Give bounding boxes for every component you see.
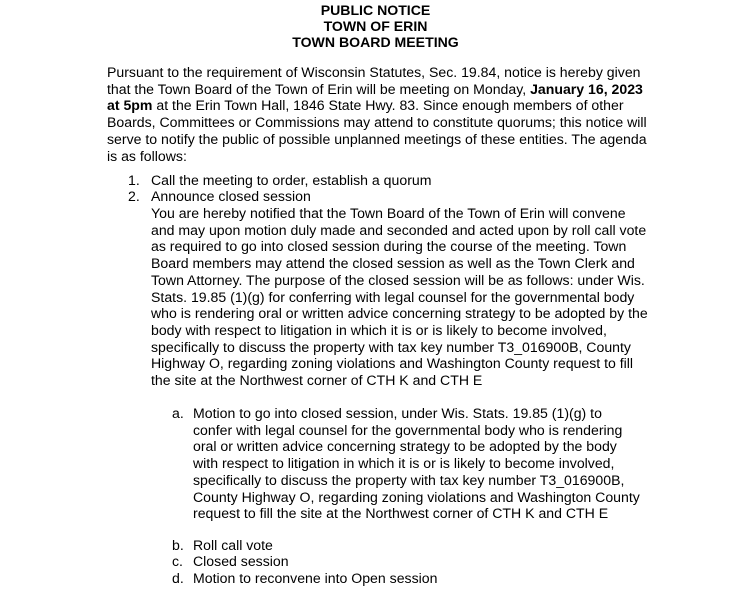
agenda-subitem-letter: d. — [172, 570, 184, 586]
agenda-subitem-letter: a. — [172, 405, 184, 421]
notice-heading-public-notice: PUBLIC NOTICE — [320, 2, 431, 18]
agenda-subitem-letter: c. — [172, 553, 183, 569]
intro-text-after: at the Erin Town Hall, 1846 State Hwy. 83. Since enough members of other Boards, Committees or Commissions may attend to constitute quorums; this notice will serve to notify the public of possible unplanned meetings of these entities. The agenda is as follows: — [107, 97, 647, 164]
intro-paragraph — [107, 64, 652, 164]
agenda-item-label: Announce closed session — [151, 188, 311, 204]
agenda-subitem-label: Closed session — [193, 553, 289, 569]
meeting-date: January 16, 2023 at 5pm — [107, 80, 643, 114]
agenda-item-number: 1. — [128, 172, 140, 188]
agenda-item-label: Call the meeting to order, establish a quorum — [151, 172, 432, 188]
closed-session-description: You are hereby notified that the Town Board of the Town of Erin will convene and may upon motion duly made and seconded and acted upon by roll call vote as required to go into closed session during the course of the meeting. Town Board members may attend the closed session as well as the Town Clerk and Town Attorney. The purpose of the closed session will be as follows: under Wis. Stats. 19.85 (1)(g) for conferring with legal counsel for the governmental body who is rendering oral or written advice concerning strategy to be adopted by the body with respect to litigation in which it is or is likely to become involved, specifically to discuss the property with tax key number T3_016900B, County Highway O, regarding zoning violations and Washington County request to fill the site at the Northwest corner of CTH K and CTH E — [151, 205, 648, 389]
notice-heading-meeting: TOWN BOARD MEETING — [292, 34, 459, 50]
agenda-subitem-label: Roll call vote — [193, 537, 273, 553]
agenda-subitem-letter: b. — [172, 537, 184, 553]
agenda-subitem-label: Motion to reconvene into Open session — [193, 570, 438, 586]
intro-text-before: Pursuant to the requirement of Wisconsin Statutes, Sec. 19.84, notice is hereby given that the Town Board of the Town of Erin will be meeting on Monday, — [107, 64, 641, 97]
agenda-item-number: 2. — [128, 188, 140, 204]
notice-heading-town: TOWN OF ERIN — [323, 18, 428, 34]
agenda-subitem-label: Motion to go into closed session, under Wis. Stats. 19.85 (1)(g) to confer with legal counsel for the governmental body who is rendering oral or written advice concerning strategy to be adopted by the body with respect to litigation in which it is or is likely to become involved, specifically to discuss the property with tax key number T3_016900B, County Highway O, regarding zoning violations and Washington County request to fill the site at the Northwest corner of CTH K and CTH E — [193, 405, 640, 522]
